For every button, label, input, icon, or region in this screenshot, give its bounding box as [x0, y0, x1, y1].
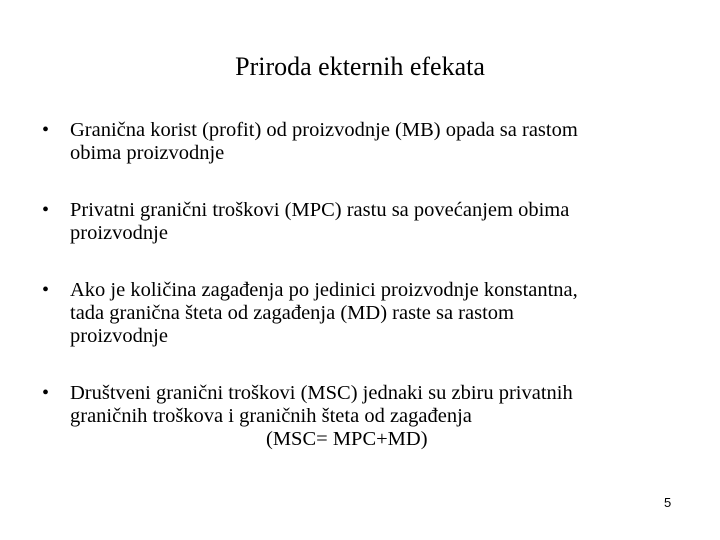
- bullet-item-1: [42, 119, 682, 165]
- bullet-text-line: graničnih troškova i graničnih šteta od zagađenja: [70, 405, 472, 427]
- bullet-item-2: [42, 199, 682, 245]
- formula-line: (MSC= MPC+MD): [266, 428, 428, 450]
- bullet-text-line: Ako je količina zagađenja po jedinici proizvodnje konstantna,: [70, 279, 578, 301]
- bullet-item-4: [42, 382, 682, 451]
- bullet-text-line: proizvodnje: [70, 325, 168, 347]
- bullet-text-line: Društveni granični troškovi (MSC) jednaki su zbiru privatnih: [70, 382, 573, 404]
- bullet-text-line: obima proizvodnje: [70, 142, 225, 164]
- bullet-text-line: Privatni granični troškovi (MPC) rastu sa povećanjem obima: [70, 199, 570, 221]
- bullet-dot-icon: •: [42, 382, 50, 404]
- bullet-list: [42, 119, 682, 451]
- bullet-item-3: [42, 279, 682, 348]
- bullet-text-line: proizvodnje: [70, 222, 168, 244]
- bullet-text-line: tada granična šteta od zagađenja (MD) raste sa rastom: [70, 302, 514, 324]
- bullet-dot-icon: •: [42, 279, 50, 301]
- bullet-dot-icon: •: [42, 119, 50, 141]
- bullet-dot-icon: •: [42, 199, 50, 221]
- bullet-text-line: Granična korist (profit) od proizvodnje (MB) opada sa rastom: [70, 119, 578, 141]
- page-number: 5: [664, 495, 672, 510]
- slide-title: Priroda ekternih efekata: [235, 52, 485, 81]
